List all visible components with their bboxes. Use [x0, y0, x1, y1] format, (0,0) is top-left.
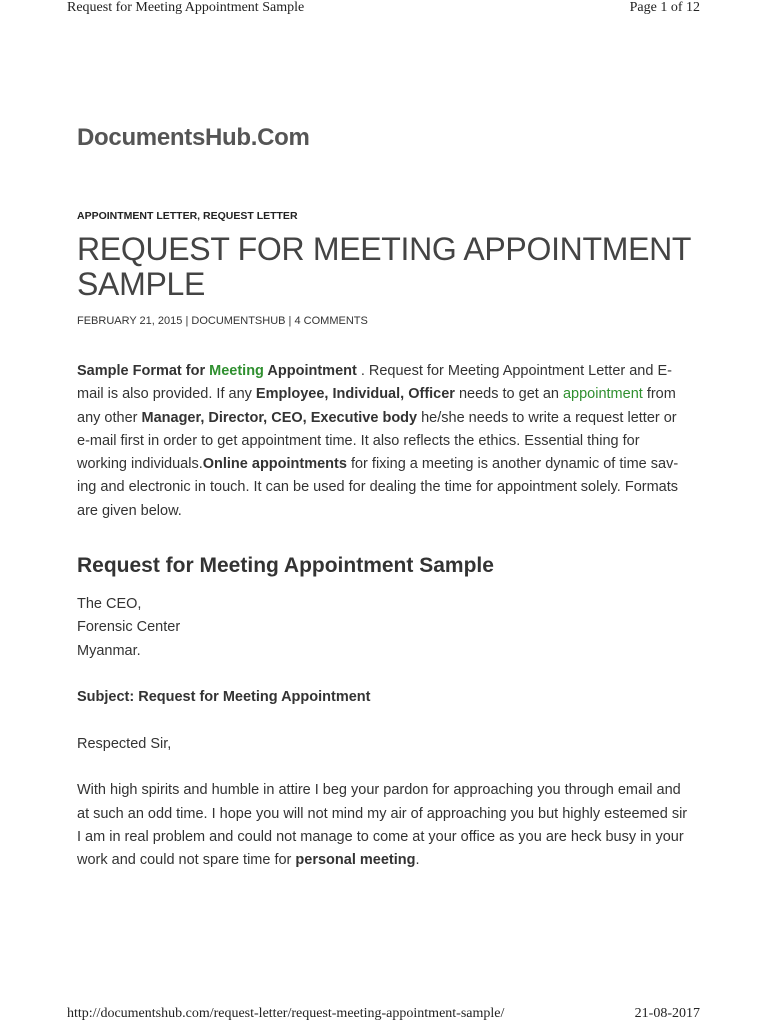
appointment-link[interactable]: appointment [562, 386, 643, 403]
recipient-line: Forensic Center [77, 619, 181, 636]
post-title: REQUEST FOR MEETING APPOINTMENT SAMPLE [77, 231, 691, 302]
post-intro [77, 360, 691, 523]
letter-subject: Subject: Request for Meeting Appointment [77, 689, 371, 706]
print-date: 21-08-2017 [634, 1006, 700, 1021]
category-link-appointment-letter[interactable]: APPOINTMENT LETTER [77, 210, 198, 222]
category-link-request-letter[interactable]: REQUEST LETTER [203, 210, 298, 222]
recipient-line: The CEO, [77, 596, 142, 612]
post-date[interactable]: FEBRUARY 21, 2015 [77, 315, 183, 327]
page-url: http://documentshub.com/request-letter/request-meeting-appointment-sample/ [67, 1006, 505, 1021]
print-footer [67, 1006, 700, 1022]
post-meta [77, 315, 368, 327]
intro-paragraph: Sample Format for Meeting Appointment . Request for Meeting Appointment Letter and E-mail is also provided. If any Employee, Individual, Officer needs to get an appointment from any other Manager, Director, CEO, Executive body he/she needs to write a request letter or e-mail first in order to get appointment time. It also reflects the ethics. Essential thing for working individuals.Online appointments for fixing a meeting is another dynamic of time saving and electronic in touch. It can be used for dealing the time for appointment solely. Formats are given below. [77, 363, 679, 519]
letter-salutation: Respected Sir, [77, 735, 172, 752]
print-header-title: Request for Meeting Appointment Sample [67, 0, 305, 15]
letter-body: With high spirits and humble in attire I beg your pardon for approaching you through email and at such an odd time. I hope you will not mind my air of approaching you but highly esteemed sir I am in real problem and could not manage to come at your office as you are heck busy in your work and could not spare time for personal meeting. [77, 782, 688, 869]
post-comments-link[interactable]: 4 COMMENTS [294, 315, 368, 327]
meta-separator: | [285, 315, 295, 327]
letter-sample [77, 593, 691, 873]
page-number: Page 1 of 12 [629, 0, 700, 15]
site-title[interactable]: DocumentsHub.Com [77, 124, 310, 151]
recipient-line: Myanmar. [77, 642, 141, 659]
category-separator: , [197, 210, 204, 222]
section-heading: Request for Meeting Appointment Sample [77, 554, 494, 577]
print-header [67, 0, 700, 16]
post-author[interactable]: DOCUMENTSHUB [191, 315, 286, 327]
meeting-link[interactable]: Meeting [209, 363, 264, 379]
meta-separator: | [182, 315, 192, 327]
post-categories [77, 210, 298, 222]
